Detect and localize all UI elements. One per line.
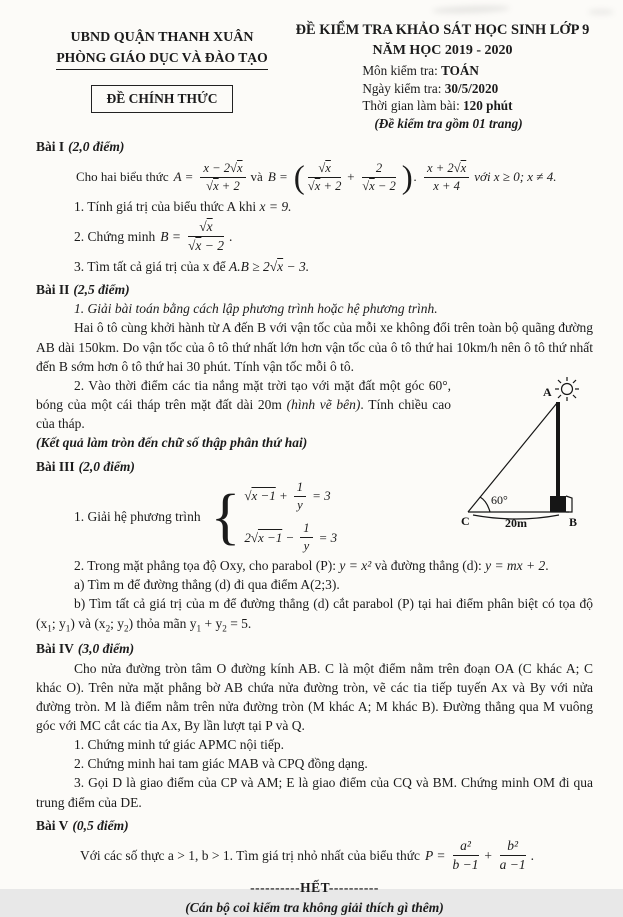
- sun-ray-hypotenuse: [468, 403, 557, 512]
- section-title: Bài IV: [36, 641, 74, 657]
- plus-sign: +: [483, 847, 493, 863]
- section-title: Bài III: [36, 458, 75, 474]
- fraction: $\frac{\text{b²}}{a -1}$: [499, 837, 526, 872]
- scan-smudge: [432, 5, 510, 15]
- fraction: $\frac{x - 2√x}{√x + 2}$: [200, 161, 245, 194]
- section-heading: [36, 280, 593, 299]
- issuing-authority: UBND QUẬN THANH XUÂN: [70, 30, 254, 45]
- fraction: $\frac{√x}{√x + 2}$: [307, 161, 342, 194]
- multiply-dot: .: [413, 169, 418, 185]
- section-title: Bài I: [36, 139, 65, 155]
- section-title: Bài II: [36, 282, 70, 298]
- plus-sign: +: [346, 169, 356, 185]
- question-item: 3. Gọi D là giao điểm của CP và AM; E là giao điểm của CQ và BM. Chứng minh OM đi qua trung điểm của DE.: [36, 775, 593, 810]
- school-year: NĂM HỌC 2019 - 2020: [372, 43, 513, 59]
- question-item: 3. Tìm tất cả giá trị của x để A.B ≥ 2√x − 3.: [74, 259, 310, 274]
- expression-a-lhs: A =: [173, 169, 194, 185]
- section-points: (3,0 điểm): [77, 641, 135, 657]
- expression-b-lhs: B =: [160, 229, 181, 244]
- rounding-note: (Kết quả làm tròn đến chữ số thập phân thứ hai): [36, 435, 308, 451]
- period: .: [545, 558, 549, 574]
- exam-header: [36, 20, 593, 133]
- min-value-problem: Với các số thực a > 1, b > 1. Tìm giá trị nhỏ nhất của biểu thức P = $\frac{\text{a²}}{b -1}$ + $\frac{\text{b²}}{a -1}$ .: [80, 837, 535, 872]
- sub-question-a: a) Tìm m để đường thẳng (d) đi qua điểm A(2;3).: [74, 577, 340, 593]
- subject-value: TOÁN: [441, 63, 479, 79]
- section-bai-4: [36, 639, 593, 811]
- inline-math: x = 9.: [259, 199, 292, 214]
- question-item: 2. Chứng minh hai tam giác MAB và CPQ đồng dạng.: [74, 756, 368, 772]
- exam-meta: [362, 62, 522, 132]
- question-label: 1. Giải hệ phương trình: [74, 509, 201, 525]
- inline-math: y = mx + 2: [485, 558, 546, 574]
- department-name: PHÒNG GIÁO DỤC VÀ ĐÀO TẠO: [56, 48, 267, 70]
- angle-arc: [480, 497, 490, 512]
- fraction: $\frac{√x}{√x - 2}$: [187, 219, 224, 254]
- section-heading: [36, 816, 593, 835]
- official-exam-stamp-box: ĐỀ CHÍNH THỨC: [91, 85, 232, 113]
- point-a-label: A: [543, 384, 552, 399]
- section-points: (2,0 điểm): [78, 458, 135, 474]
- word-problem-paragraph: Hai ô tô cùng khởi hành từ A đến B với vận tốc của mỗi xe không đổi trên toàn bộ quãng đường AB dài 150km. Do vận tốc của ô tô thứ nhất lớn hơn vận tốc của ô tô thứ hai 10km/h nên ô tô thứ nhất đến B sớm hơn ô tô thứ hai 30 phút. Tính vận tốc mỗi ô tô.: [36, 320, 593, 374]
- inline-math: y = x²: [339, 558, 372, 574]
- section-bai-1: [36, 137, 593, 276]
- expression-p-lhs: P =: [425, 847, 446, 863]
- proctor-note: (Cán bộ coi kiểm tra không giải thích gì thêm): [185, 899, 444, 915]
- section-title: Bài V: [36, 817, 69, 833]
- fraction: $\frac{x + 2√x}{x + 4}$: [424, 161, 469, 194]
- inline-math: A.B ≥ 2√x − 3.: [228, 259, 310, 274]
- question-item: 1. Chứng minh tứ giác APMC nội tiếp.: [74, 737, 285, 753]
- subject-line: [362, 62, 522, 80]
- question-item: 2. Vào thời điểm các tia nắng mặt trời tạo với mặt đất một góc 60°, bóng của một cái tháp trên mặt đất dài 20m (hình vẽ bên). Tính chiều cao của tháp.: [36, 377, 451, 432]
- question-item: 1. Giải bài toán bằng cách lập phương trình hoặc hệ phương trình.: [74, 301, 438, 317]
- geometry-problem-paragraph: Cho nửa đường tròn tâm O đường kính AB. C là một điểm nằm trên đoạn OA (C khác A; C khác O). Trên nửa mặt phẳng bờ AB chứa nửa đường tròn, vẽ các tia tiếp tuyến Ax và By với nửa đường tròn. M là điểm nằm trên nửa đường tròn (M khác A; M khác B). Đường thẳng qua M vuông góc với MC cắt các tia Ax, By lần lượt tại P và Q.: [36, 660, 593, 733]
- subject-label: Môn kiểm tra:: [362, 63, 438, 79]
- duration-label: Thời gian làm bài:: [362, 98, 460, 114]
- date-line: [362, 80, 522, 98]
- exam-title: ĐỀ KIỂM TRA KHẢO SÁT HỌC SINH LỚP 9: [295, 22, 590, 38]
- base-length-label: 20m: [505, 515, 527, 530]
- section-heading: [36, 137, 593, 156]
- section-heading: [36, 639, 593, 658]
- page-count-note: (Đề kiểm tra gồm 01 trang): [374, 115, 523, 131]
- fraction: $\frac{1}{y}$: [300, 521, 312, 554]
- question-item: 2. Trong mặt phẳng tọa độ Oxy, cho parabol (P): y = x² và đường thẳng (d): y = mx + 2.: [74, 558, 549, 574]
- domain-condition: với x ≥ 0; x ≠ 4.: [474, 169, 557, 185]
- tower-shadow-figure: [461, 376, 593, 528]
- sub-question-b: b) Tìm tất cả giá trị của m để đường thẳng (d) cắt parabol (P) tại hai điểm phân biệt có tọa độ ($x_1$; $y_1$) và ($x_2$; $y_2$) thỏa mãn $y_1 + y_2 = 5$.: [36, 596, 593, 634]
- duration-value: 120 phút: [463, 98, 513, 114]
- period: .: [530, 847, 535, 863]
- and-word: và: [250, 169, 263, 185]
- system-of-equations: 1. Giải hệ phương trình { √x −1 + $\frac{1}{y}$ = 3 2√x −1 − $\frac{1}{y}$ = 3: [74, 479, 338, 554]
- sun-icon: [555, 377, 579, 401]
- figure-reference: (hình vẽ bên): [286, 397, 361, 413]
- angle-label: 60°: [491, 492, 508, 507]
- date-label: Ngày kiểm tra:: [362, 80, 442, 96]
- section-points: (0,5 điểm): [72, 817, 129, 833]
- duration-line: [362, 97, 522, 115]
- intro-text: Cho hai biểu thức: [76, 169, 169, 185]
- scan-smudge: [588, 9, 614, 15]
- tower-base-edge: [566, 496, 572, 512]
- question-item: 1. Tính giá trị của biểu thức A khi x = 9.: [74, 199, 292, 214]
- fraction: $\frac{1}{y}$: [294, 480, 306, 513]
- point-c-label: C: [461, 513, 470, 528]
- equation-row: √x −1 + $\frac{1}{y}$ = 3: [244, 479, 331, 512]
- expressions-definition: Cho hai biểu thức A = $\frac{x - 2√x}{√x + 2}$ và B = ( $\frac{√x}{√x + 2}$ + $\frac{2}{√x - 2}$ ) . $\frac{x + 2√x}{x + 4}$ với x ≥ 0; x ≠ 4.: [76, 159, 557, 196]
- tower-base: [550, 496, 566, 512]
- expression-b-lhs: B =: [267, 169, 288, 185]
- equation-row: 2√x −1 − $\frac{1}{y}$ = 3: [244, 521, 338, 554]
- point-b-label: B: [569, 514, 578, 529]
- fraction: $\frac{\text{a²}}{b -1}$: [452, 837, 479, 872]
- section-bai-5: [36, 816, 593, 873]
- section-points: (2,0 điểm): [68, 139, 125, 155]
- date-value: 30/5/2020: [444, 80, 499, 96]
- section-points: (2,5 điểm): [73, 282, 130, 298]
- period: .: [228, 229, 233, 244]
- fraction: $\frac{2}{√x - 2}$: [362, 161, 396, 194]
- end-of-exam-line: ----------HẾT----------: [250, 879, 379, 895]
- question-item: 2. Chứng minh B = $\frac{√x}{√x - 2}$ .: [74, 219, 233, 254]
